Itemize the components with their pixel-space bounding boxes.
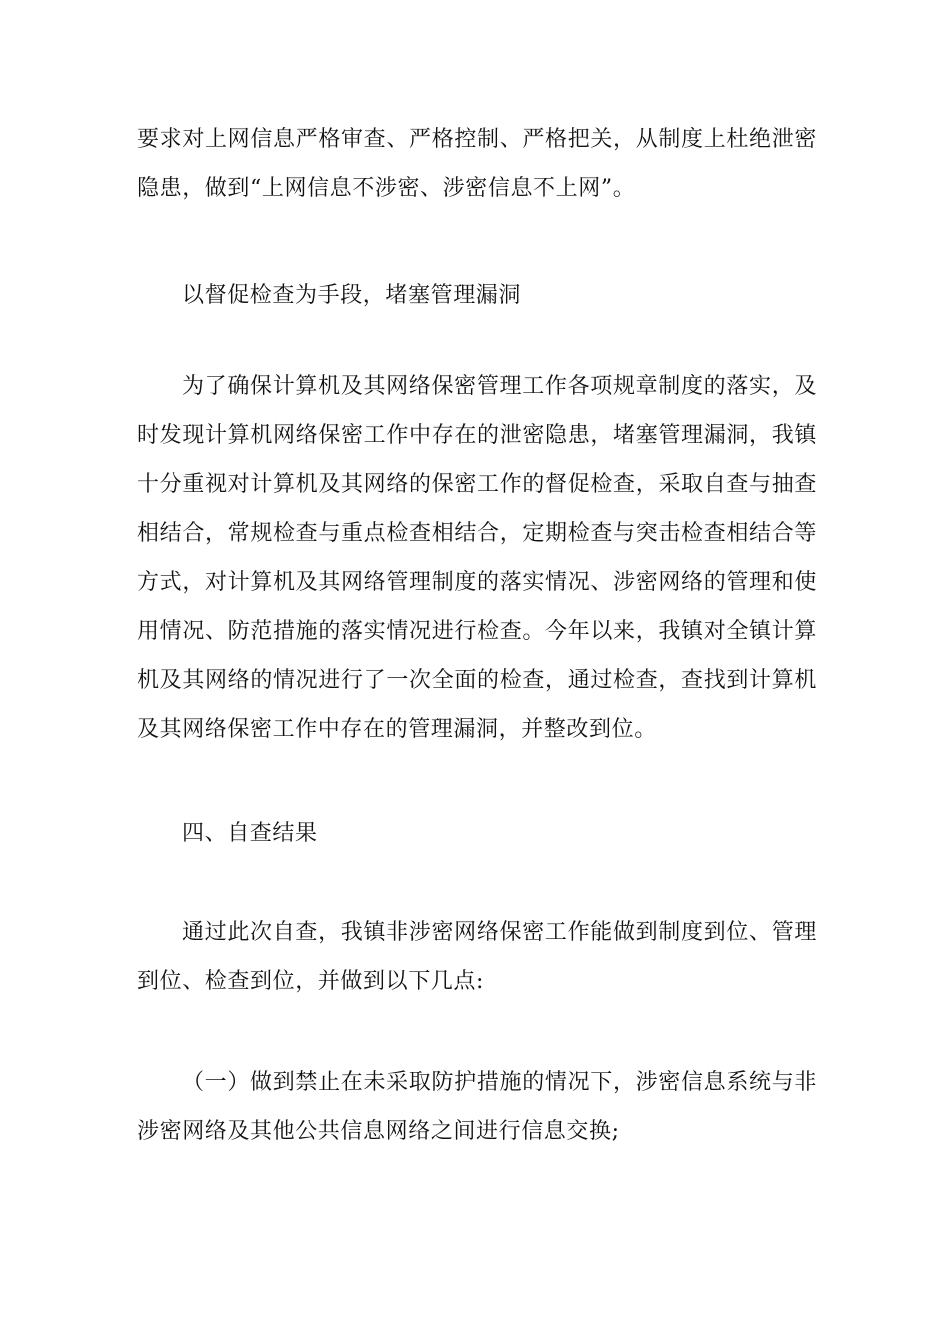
paragraph-self-check-summary: 通过此次自查，我镇非涉密网络保密工作能做到制度到位、管理到位、检查到位，并做到以下几点: [137,920,817,994]
paragraph-supervision-inspection: 为了确保计算机及其网络保密管理工作各项规章制度的落实，及时发现计算机网络保密工作中存在的泄密隐患，堵塞管理漏洞，我镇十分重视对计算机及其网络的保密工作的督促检查，采取自查与抽查相结合，常规检查与重点检查相结合，定期检查与突击检查相结合等方式，对计算机及其网络管理制度的落实情况、涉密网络的管理和使用情况、防范措施的落实情况进行检查。今年以来，我镇对全镇计算机及其网络的情况进行了一次全面的检查，通过检查，查找到计算机及其网络保密工作中存在的管理漏洞，并整改到位。 [137,374,817,742]
paragraph-point-one: （一）做到禁止在未采取防护措施的情况下，涉密信息系统与非涉密网络及其他公共信息网络之间进行信息交换; [137,1070,817,1144]
section-heading-self-check-results: 四、自查结果 [182,821,318,846]
section-heading-supervision: 以督促检查为手段，堵塞管理漏洞 [182,283,522,308]
paragraph-internet-info-review: 要求对上网信息严格审查、严格控制、严格把关，从制度上杜绝泄密隐患，做到“上网信息不涉密、涉密信息不上网”。 [137,127,817,201]
